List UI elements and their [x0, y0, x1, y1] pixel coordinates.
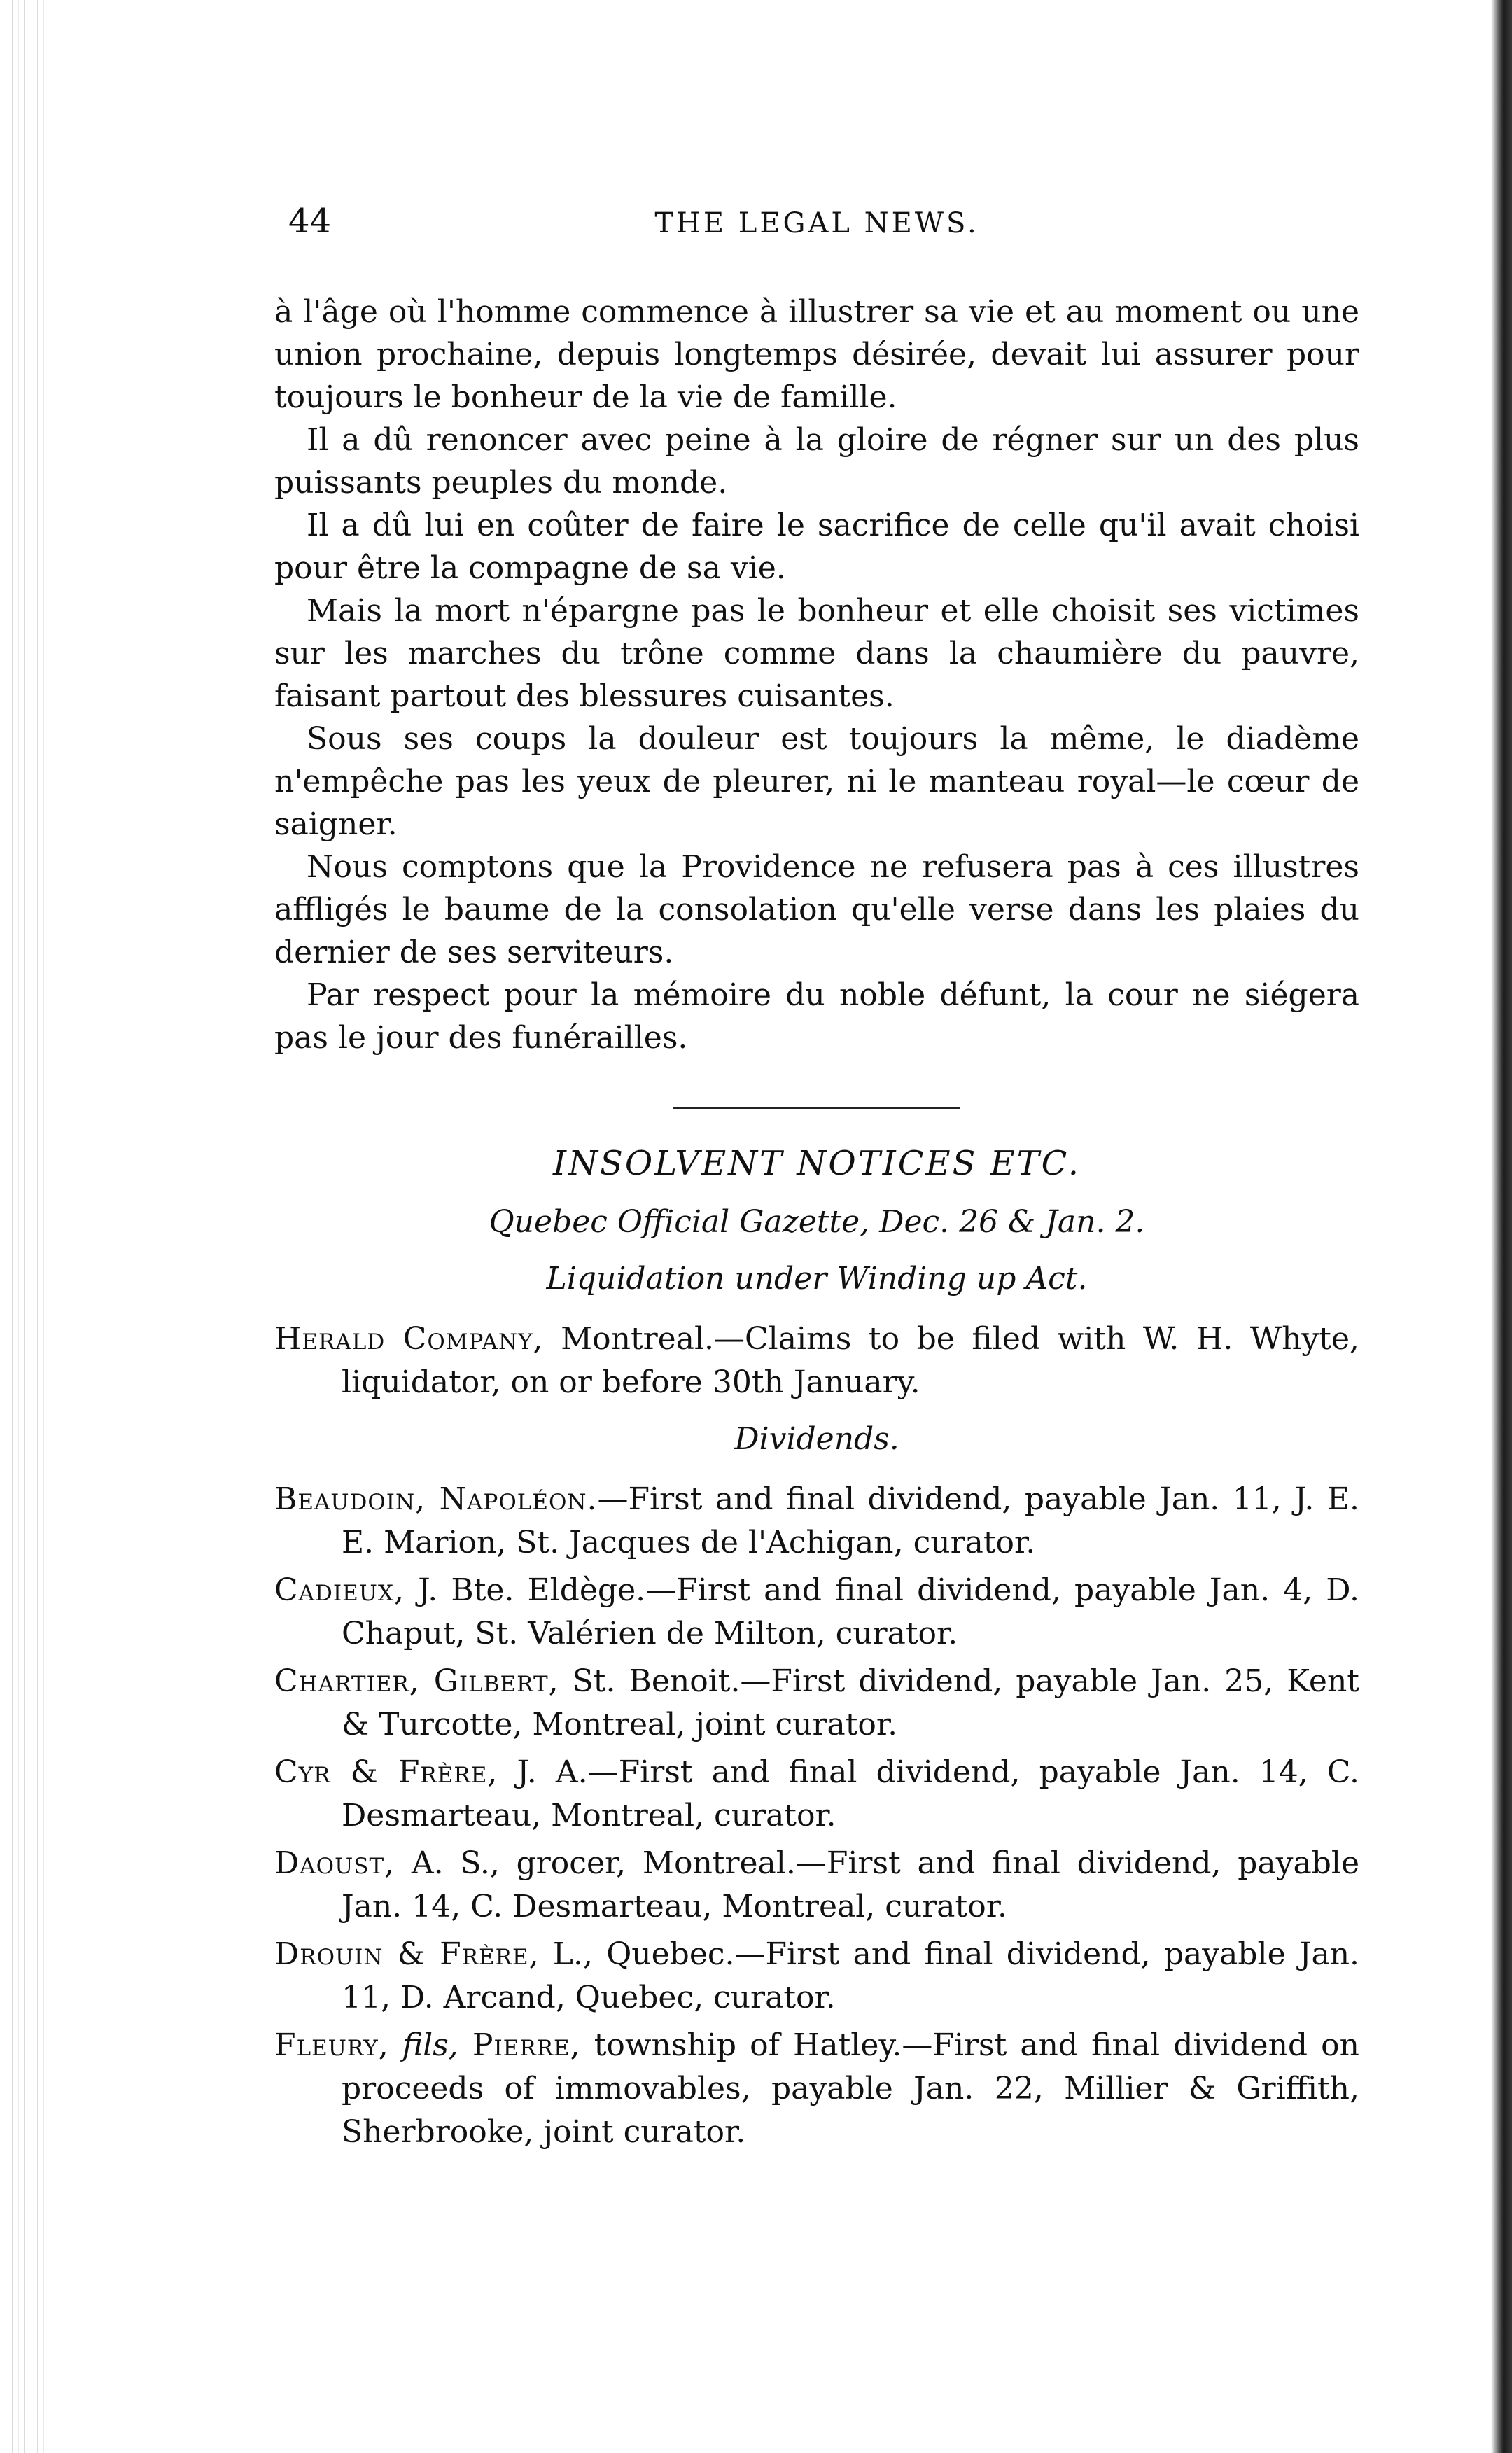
- dividend-entry: [274, 1751, 1359, 1838]
- section-divider: [673, 1107, 960, 1109]
- section-title: INSOLVENT NOTICES ETC.: [553, 1144, 1081, 1183]
- paragraph: Il a dû lui en coûter de faire le sacrifice de celle qu'il avait choisi pour être la compagne de sa vie.: [274, 508, 1359, 586]
- gazette-line: Quebec Official Gazette, Dec. 26 & Jan. 2.: [489, 1204, 1145, 1240]
- entry-text: Montreal.—Claims to be filed with W. H. Whyte, liquidator, on or before 30th January.: [342, 1321, 1359, 1400]
- dividend-entry: [274, 1933, 1359, 2020]
- entry-name: Chartier, Gilbert,: [274, 1663, 559, 1699]
- scan-left-edge: [0, 0, 49, 2453]
- running-head: THE LEGAL NEWS.: [654, 207, 979, 239]
- scan-right-edge: [1491, 0, 1512, 2453]
- paragraph: Par respect pour la mémoire du noble défunt, la cour ne siégera pas le jour des funérailles.: [274, 977, 1359, 1056]
- article-body: [274, 291, 1359, 1059]
- paragraph: Nous comptons que la Providence ne refusera pas à ces illustres affligés le baume de la consolation qu'elle verse dans les plaies du dernier de ses serviteurs.: [274, 849, 1359, 970]
- paragraph: Il a dû renoncer avec peine à la gloire de régner sur un des plus puissants peuples du monde.: [274, 422, 1359, 501]
- paragraph: Mais la mort n'épargne pas le bonheur et elle choisit ses victimes sur les marches du trône comme dans la chaumière du pauvre, faisant partout des blessures cuisantes.: [274, 593, 1359, 714]
- entry-text: A. S., grocer, Montreal.—First and final dividend, payable Jan. 14, C. Desmarteau, Montreal, curator.: [342, 1845, 1359, 1924]
- entry-text: —First and final dividend, payable Jan. 11, J. E. E. Marion, St. Jacques de l'Achigan, curator.: [342, 1481, 1359, 1560]
- page-number: 44: [288, 202, 332, 241]
- page: [274, 189, 1359, 2158]
- dividend-entry: [274, 1660, 1359, 1747]
- entry-name: Cadieux,: [274, 1572, 405, 1608]
- entry-italic: fils,: [388, 2027, 458, 2063]
- dividend-entry: [274, 2024, 1359, 2154]
- entry-name: Beaudoin, Napoléon.: [274, 1481, 598, 1517]
- entry-text: St. Benoit.—First dividend, payable Jan. 25, Kent & Turcotte, Montreal, joint curator.: [342, 1663, 1359, 1742]
- entry-text: J. Bte. Eldège.—First and final dividend, payable Jan. 4, D. Chaput, St. Valérien de Milton, curator.: [342, 1572, 1359, 1651]
- dividend-entry: [274, 1478, 1359, 1565]
- entry-name: Fleury,: [274, 2027, 389, 2063]
- entry-name: Drouin & Frère,: [274, 1936, 540, 1972]
- entry-name-2: Pierre,: [458, 2027, 581, 2063]
- dividends-heading: Dividends.: [734, 1421, 899, 1457]
- page-header: [274, 189, 1359, 252]
- entry-text: J. A.—First and final dividend, payable Jan. 14, C. Desmarteau, Montreal, curator.: [342, 1754, 1359, 1833]
- notice-entry: [274, 1318, 1359, 1404]
- liquidation-heading: Liquidation under Winding up Act.: [546, 1261, 1088, 1297]
- entry-text: township of Hatley.—First and final dividend on proceeds of immovables, payable Jan. 22, Millier & Griffith, Sherbrooke, joint curator.: [342, 2027, 1359, 2150]
- entry-name: Herald Company,: [274, 1321, 544, 1357]
- dividend-entry: [274, 1842, 1359, 1929]
- dividend-entry: [274, 1569, 1359, 1656]
- paragraph: à l'âge où l'homme commence à illustrer sa vie et au moment ou une union prochaine, depuis longtemps désirée, devait lui assurer pour toujours le bonheur de la vie de famille.: [274, 294, 1359, 415]
- entry-name: Cyr & Frère,: [274, 1754, 498, 1790]
- entry-name: Daoust,: [274, 1845, 396, 1881]
- paragraph: Sous ses coups la douleur est toujours la même, le diadème n'empêche pas les yeux de pleurer, ni le manteau royal—le cœur de saigner.: [274, 721, 1359, 842]
- entry-text: L., Quebec.—First and final dividend, payable Jan. 11, D. Arcand, Quebec, curator.: [342, 1936, 1360, 2015]
